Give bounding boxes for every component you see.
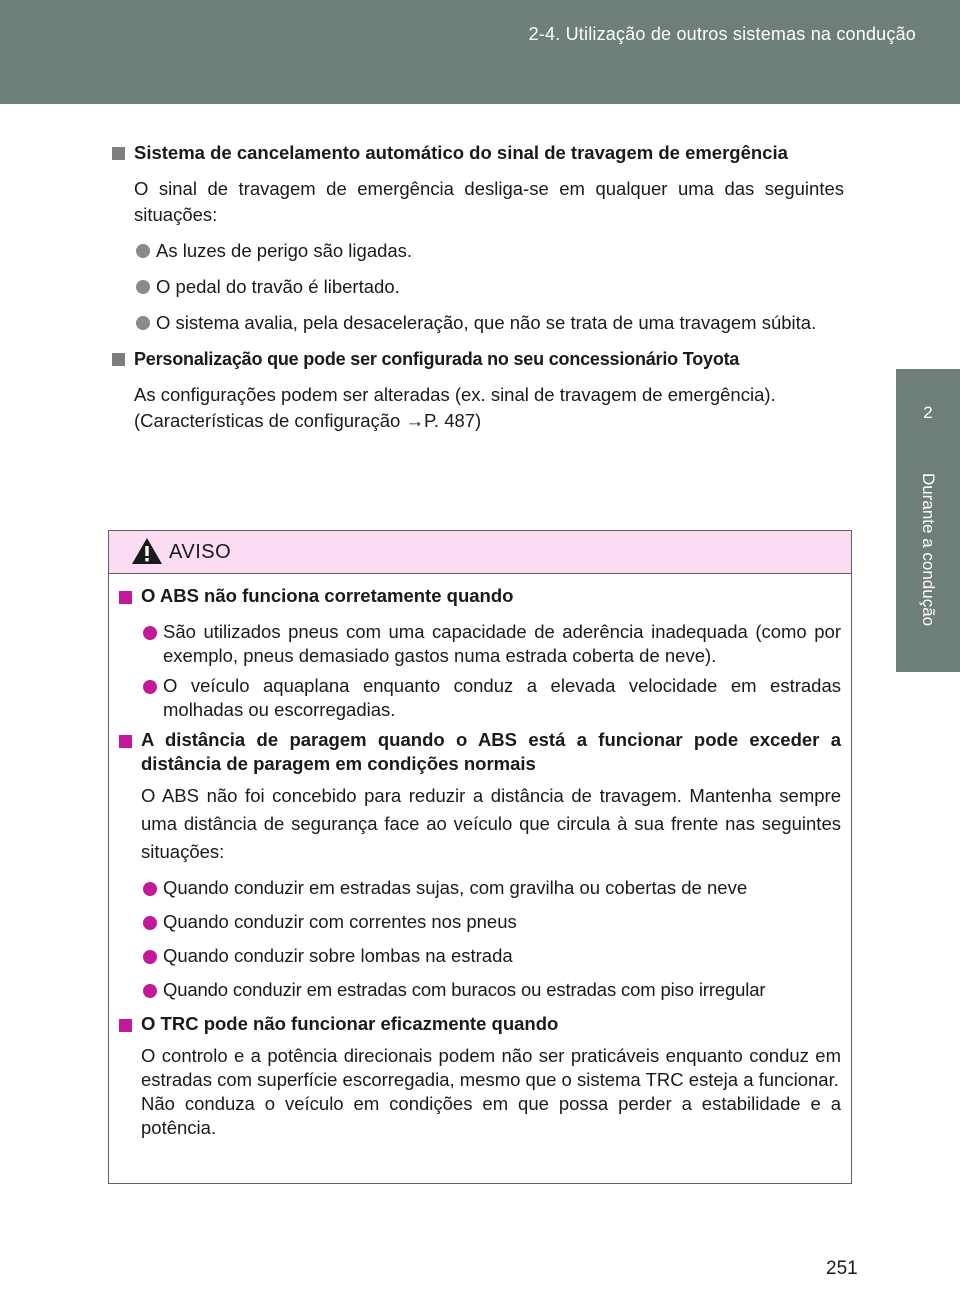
paragraph: O controlo e a potência direcionais podem não ser praticáveis enquanto conduz em estradas com superfície escorregadia, mesmo que o sistema TRC esteja a funcionar. [141, 1045, 841, 1090]
circle-bullet-icon [136, 316, 150, 330]
circle-bullet-icon [136, 280, 150, 294]
warning-triangle-icon [131, 537, 163, 565]
section-heading: Sistema de cancelamento automático do sinal de travagem de emergência [112, 140, 844, 166]
page-number: 251 [826, 1258, 858, 1279]
list-item: O pedal do travão é libertado. [112, 274, 844, 300]
list-item: Quando conduzir com correntes nos pneus [119, 910, 841, 934]
circle-bullet-icon [136, 244, 150, 258]
list-item: O sistema avalia, pela desaceleração, que não se trata de uma travagem súbita. [112, 310, 844, 336]
circle-bullet-icon [143, 984, 157, 998]
list-item: O veículo aquaplana enquanto conduz a elevada velocidade em estradas molhadas ou escorregadias. [119, 674, 841, 722]
square-bullet-icon [119, 1019, 132, 1032]
circle-bullet-icon [143, 626, 157, 640]
warning-title: AVISO [169, 541, 232, 563]
list-item: Quando conduzir sobre lombas na estrada [119, 944, 841, 968]
square-bullet-icon [112, 353, 125, 366]
square-bullet-icon [119, 591, 132, 604]
chapter-title: 2-4. Utilização de outros sistemas na condução [528, 24, 916, 44]
warning-box [108, 530, 852, 1184]
warning-heading: A distância de paragem quando o ABS está a funcionar pode exceder a distância de paragem em condições normais [119, 728, 841, 776]
warning-heading: O ABS não funciona corretamente quando [119, 584, 841, 608]
warning-heading: O TRC pode não funcionar eficazmente quando [119, 1012, 841, 1036]
square-bullet-icon [119, 735, 132, 748]
chapter-side-tab [896, 369, 960, 672]
circle-bullet-icon [143, 882, 157, 896]
list-item: São utilizados pneus com uma capacidade de aderência inadequada (como por exemplo, pneus demasiado gastos numa estrada coberta de neve). [119, 620, 841, 668]
circle-bullet-icon [143, 916, 157, 930]
circle-bullet-icon [143, 950, 157, 964]
chapter-label: Durante a condução [919, 473, 938, 627]
paragraph: Não conduza o veículo em condições em que possa perder a estabilidade e a potência. [141, 1093, 841, 1138]
warning-header [109, 531, 851, 574]
list-item: Quando conduzir em estradas com buracos ou estradas com piso irregular [119, 978, 841, 1002]
paragraph: As configurações podem ser alteradas (ex. sinal de travagem de emergência). [134, 384, 776, 405]
list-item: Quando conduzir em estradas sujas, com gravilha ou cobertas de neve [119, 876, 841, 900]
circle-bullet-icon [143, 680, 157, 694]
list-item: As luzes de perigo são ligadas. [112, 238, 844, 264]
paragraph: O sinal de travagem de emergência desliga-se em qualquer uma das seguintes situações: [134, 178, 844, 225]
main-content [112, 140, 844, 434]
paragraph: (Características de configuração →P. 487) [134, 410, 482, 431]
page-header [0, 0, 960, 104]
chapter-number: 2 [923, 403, 933, 422]
section-heading: Personalização que pode ser configurada no seu concessionário Toyota [112, 346, 844, 372]
paragraph: O ABS não foi concebido para reduzir a distância de travagem. Mantenha sempre uma distância de segurança face ao veículo que circula à sua frente nas seguintes situações: [141, 785, 841, 862]
warning-body [109, 584, 851, 1140]
square-bullet-icon [112, 147, 125, 160]
